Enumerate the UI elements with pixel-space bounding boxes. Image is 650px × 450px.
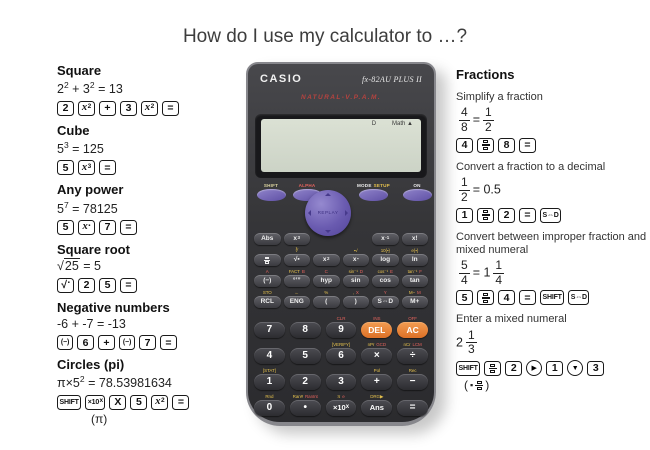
key-cell	[254, 248, 281, 266]
key-cap-SHIFT: SHIFT	[456, 361, 480, 376]
fraction-template-icon	[264, 257, 270, 264]
key-shift-labels: π e	[337, 394, 345, 399]
expression-text: =	[472, 112, 480, 127]
key-cap-=: =	[99, 160, 116, 175]
key-sequence	[57, 160, 245, 175]
key-shift-labels: sin⁻¹ D	[348, 269, 363, 274]
section-heading: Negative numbers	[57, 299, 170, 315]
section-heading: Circles (pi)	[57, 357, 125, 373]
key-note	[464, 378, 650, 392]
fraction-template-icon	[475, 381, 483, 391]
key-cap-x2: x 2	[78, 101, 95, 116]
key-cell	[326, 316, 357, 338]
expression	[456, 106, 650, 135]
right-instruction-column	[456, 60, 650, 394]
calc-key-1: 1	[254, 374, 285, 390]
key-cap-5: 5	[130, 395, 147, 410]
calc-key-7: 7	[254, 322, 285, 338]
calc-key-log: log	[372, 254, 399, 266]
key-shift-labels: Ran# RanInt	[292, 394, 318, 399]
key-shift-labels: FACT B	[288, 269, 305, 274]
calc-key-tan: tan	[402, 275, 429, 287]
key-sequence	[456, 208, 650, 223]
key-cap-=: =	[120, 220, 137, 235]
top-key-on	[400, 182, 434, 201]
key-sequence	[57, 278, 245, 293]
expression	[456, 176, 650, 205]
model-label: fx-82AU PLUS II	[361, 75, 422, 84]
expression-text: )	[485, 378, 490, 393]
left-instruction-column	[57, 56, 245, 428]
deg-indicator: D	[371, 121, 377, 127]
section-label: Simplify a fraction	[456, 90, 543, 103]
sqrt-key: √ ▪	[57, 278, 74, 293]
key-cell	[402, 227, 429, 245]
function-key-grid	[254, 227, 428, 308]
fraction-template-icon	[482, 293, 490, 303]
key-cell	[290, 342, 321, 364]
calc-key-x!: x!	[402, 233, 429, 245]
key-cell	[290, 394, 321, 416]
key-cell	[290, 368, 321, 390]
calculator-header	[260, 73, 422, 85]
key-cap-x▪: x ▪	[78, 220, 95, 235]
display-bezel	[255, 114, 427, 178]
natural-vpam-label: NATURAL-V.P.A.M.	[300, 94, 382, 101]
key-cap-(−): (−)	[119, 335, 135, 350]
key-cap-7: 7	[139, 335, 156, 350]
key-shift-labels: cos⁻¹ E	[377, 269, 393, 274]
calc-key-frac	[254, 254, 281, 266]
key-cap-1: 1	[456, 208, 473, 223]
key-note	[91, 412, 245, 426]
key-shift-labels: , X	[352, 290, 359, 295]
key-cell	[254, 368, 285, 390]
fraction-key	[484, 361, 501, 376]
top-key-shift	[254, 182, 288, 201]
key-cell	[372, 248, 399, 266]
key-cap-4: 4	[498, 290, 515, 305]
key-shift-labels: nPr GCD	[367, 342, 386, 347]
calc-key-•: •	[290, 400, 321, 416]
key-cell	[290, 316, 321, 338]
number-key-grid	[254, 316, 428, 416]
calc-key-9: 9	[326, 322, 357, 338]
key-shift-labels: ←	[294, 290, 299, 295]
calc-key-ENG: ENG	[284, 296, 311, 308]
purple-oval-key	[359, 189, 388, 201]
key-cap-=: =	[519, 208, 536, 223]
key-shift-labels: ▪√	[353, 248, 358, 253]
key-shift-labels: [STAT]	[263, 368, 276, 373]
fraction-display: $\frac{5}{4}$	[461, 257, 468, 287]
key-cell	[343, 290, 370, 308]
key-sequence	[57, 101, 245, 116]
key-shift-labels: CLR	[336, 316, 346, 321]
expression-text: = 1	[472, 265, 491, 280]
key-cap-2: 2	[505, 361, 522, 376]
key-cap-=: =	[172, 395, 189, 410]
key-cap-SHIFT: SHIFT	[57, 395, 81, 410]
fraction-template-icon	[482, 140, 490, 150]
key-cap-×10x: ×10 x	[85, 395, 105, 410]
lcd-screen	[261, 119, 421, 172]
top-key-mode-setup	[356, 182, 390, 201]
fraction-template-icon	[489, 364, 497, 374]
key-shift-labels: Pol	[373, 368, 380, 373]
key-cap-4: 4	[456, 138, 473, 153]
purple-oval-key	[257, 189, 286, 201]
key-cap-5: 5	[456, 290, 473, 305]
calc-key-4: 4	[254, 348, 285, 364]
key-cell	[397, 342, 428, 364]
key-cap-+: +	[98, 335, 115, 350]
calc-key-AC: AC	[397, 322, 428, 338]
key-cap-3: 3	[587, 361, 604, 376]
key-cap-=: =	[162, 101, 179, 116]
calc-key-DEL: DEL	[361, 322, 392, 338]
key-shift-labels: A	[265, 269, 269, 274]
expression-text: = 0.5	[472, 182, 501, 197]
key-cell	[372, 290, 399, 308]
key-cell	[254, 394, 285, 416]
key-cap-5: 5	[99, 278, 116, 293]
purple-oval-key	[403, 189, 432, 201]
top-key-label: MODE SETUP	[357, 183, 390, 188]
key-cap-5: 5	[57, 220, 74, 235]
calc-key-=: =	[397, 400, 428, 416]
expression-text: 2	[456, 335, 463, 350]
key-cap-X: X	[109, 395, 126, 410]
key-cap-S⇔D: S⇔D	[540, 208, 561, 223]
calc-key-°’”: °’”	[284, 275, 311, 287]
key-cap-+: +	[99, 101, 116, 116]
key-cell	[397, 368, 428, 390]
key-cell	[397, 316, 428, 338]
expression	[456, 329, 650, 358]
fraction-template-icon	[482, 210, 490, 220]
calc-key-sin: sin	[343, 275, 370, 287]
replay-up-arrow-icon	[325, 193, 331, 196]
expression-text: -6 + -7 = -13	[57, 316, 126, 331]
key-shift-labels: C	[324, 269, 328, 274]
expression-text: $5^7 = 78125$	[57, 199, 118, 216]
key-cap-SHIFT: SHIFT	[540, 290, 564, 305]
key-cell	[343, 269, 370, 287]
calc-key-Abs: Abs	[254, 233, 281, 245]
fraction-display: $\frac{1}{2}$	[461, 174, 468, 204]
key-cap-6: 6	[77, 335, 94, 350]
key-cell	[284, 227, 311, 245]
calc-key-−: −	[397, 374, 428, 390]
math-mode-indicator: Math ▲	[392, 121, 413, 127]
expression	[57, 317, 245, 333]
key-cell	[254, 269, 281, 287]
key-shift-labels: STO	[262, 290, 272, 295]
key-cap-S⇔D: S⇔D	[568, 290, 589, 305]
key-shift-labels: [VERIFY]	[332, 342, 350, 347]
key-cap-=: =	[160, 335, 177, 350]
key-cap-x2: x 2	[141, 101, 158, 116]
fraction-display: $\frac{1}{3}$	[467, 327, 475, 357]
key-shift-labels: ∛	[295, 248, 299, 253]
key-cell	[326, 342, 357, 364]
key-cap-2: 2	[57, 101, 74, 116]
key-shift-labels: Rnd	[265, 394, 274, 399]
key-cell	[372, 227, 399, 245]
section-heading: Square	[57, 63, 102, 78]
key-cell	[326, 394, 357, 416]
key-cell	[397, 394, 428, 416]
section-label: Convert between improper fraction and mixed numeral	[456, 230, 647, 256]
key-cell	[402, 290, 429, 308]
fraction-key	[477, 208, 494, 223]
calc-key-8: 8	[290, 322, 321, 338]
key-shift-labels: Rec	[408, 368, 417, 373]
section-label: Convert a fraction to a decimal	[456, 160, 606, 173]
key-shift-labels: Y	[383, 290, 387, 295]
key-cell	[372, 269, 399, 287]
key-cap-x2: x 2	[151, 395, 168, 410]
calc-key-5: 5	[290, 348, 321, 364]
calc-key-3: 3	[326, 374, 357, 390]
key-sequence	[456, 138, 650, 153]
key-cap-x3: x 3	[78, 160, 95, 175]
expression	[57, 80, 245, 98]
key-cap-7: 7	[99, 220, 116, 235]
key-shift-labels: e{▪}	[411, 248, 419, 253]
calc-key-hyp: hyp	[313, 275, 340, 287]
key-shift-labels: nCr LCM	[403, 342, 422, 347]
calc-key-0: 0	[254, 400, 285, 416]
calc-key-(: (	[313, 296, 340, 308]
calc-key-×: ×	[361, 348, 392, 364]
calc-key-Ans: Ans	[361, 400, 392, 416]
key-cell	[361, 316, 392, 338]
calc-key-2: 2	[290, 374, 321, 390]
expression-text: $2^2 + 3^2 = 13$	[57, 79, 123, 97]
key-cell	[402, 248, 429, 266]
calc-key-√▪: √▪	[284, 254, 311, 266]
calc-key-x▪: x ▪	[343, 254, 370, 266]
replay-label: REPLAY	[317, 210, 339, 215]
calc-key-M+: M+	[402, 296, 429, 308]
calc-key-÷: ÷	[397, 348, 428, 364]
calc-key-cos: cos	[372, 275, 399, 287]
key-cell	[343, 227, 370, 245]
fraction-display: $\frac{4}{8}$	[461, 105, 468, 134]
key-shift-labels: tan⁻¹ F	[407, 269, 422, 274]
key-cell	[361, 394, 392, 416]
key-shift-labels: OFF	[408, 316, 417, 321]
expression	[57, 374, 245, 392]
sqrt-expression: √25	[57, 259, 79, 274]
calc-key-S⇔D: S⇔D	[372, 296, 399, 308]
expression-text: $\pi\times 5^2 = 78.53981634$	[57, 374, 172, 391]
key-cell	[402, 269, 429, 287]
page-title: How do I use my calculator to …?	[182, 26, 468, 47]
key-cell	[343, 248, 370, 266]
key-cell	[284, 248, 311, 266]
top-key-label: ALPHA	[298, 183, 316, 188]
key-cap-(−): (−)	[57, 335, 73, 350]
key-cap-1: 1	[546, 361, 563, 376]
display-indicators	[372, 121, 413, 127]
key-cell	[254, 316, 285, 338]
down-arrow-key: ▼	[567, 360, 583, 376]
replay-pad	[305, 190, 351, 236]
key-cell	[254, 342, 285, 364]
fraction-display: $\frac{1}{4}$	[495, 257, 503, 287]
key-shift-labels: %	[324, 290, 329, 295]
section-heading: Any power	[57, 182, 124, 198]
key-cap-=: =	[120, 278, 137, 293]
fractions-heading: Fractions	[456, 67, 515, 82]
top-key-label: ON	[413, 183, 421, 188]
key-cell	[313, 290, 340, 308]
key-cap-2: 2	[498, 208, 515, 223]
calc-key-x3: x 3	[284, 233, 311, 245]
expression-text: $5^3 = 125$	[57, 139, 104, 156]
key-cell	[254, 227, 281, 245]
expression-text: (π)	[91, 412, 108, 426]
calculator-image	[246, 62, 436, 426]
expression	[57, 140, 245, 158]
key-cell	[326, 368, 357, 390]
key-cap-8: 8	[498, 138, 515, 153]
key-sequence	[57, 395, 245, 410]
key-cap-=: =	[519, 138, 536, 153]
calc-key-RCL: RCL	[254, 296, 281, 308]
calc-key-(−): (−)	[254, 275, 281, 287]
calc-key-×10x: ×10 x	[326, 400, 357, 416]
key-cell	[254, 290, 281, 308]
key-sequence	[57, 220, 245, 235]
replay-down-arrow-icon	[325, 230, 331, 233]
key-cell	[361, 342, 392, 364]
key-cap-=: =	[519, 290, 536, 305]
key-shift-labels: INS	[373, 316, 381, 321]
expression-text: (	[464, 378, 468, 393]
calc-key-): )	[343, 296, 370, 308]
key-sequence	[456, 360, 650, 376]
key-cell	[361, 368, 392, 390]
right-arrow-key: ▶	[526, 360, 542, 376]
key-cell	[313, 248, 340, 266]
key-sequence	[57, 335, 245, 350]
top-key-label: SHIFT	[263, 183, 279, 188]
expression-text: = 5	[79, 259, 101, 274]
key-cap-3: 3	[120, 101, 137, 116]
section-heading: Cube	[57, 122, 90, 138]
fraction-key	[477, 138, 494, 153]
key-shift-labels: 10{▪}	[380, 248, 390, 253]
key-shift-labels: DRG▶	[370, 394, 384, 399]
key-cell	[284, 269, 311, 287]
key-cap-5: 5	[57, 160, 74, 175]
calc-key-x2: x 2	[313, 254, 340, 266]
key-sequence	[456, 290, 650, 305]
key-shift-labels: M− M	[408, 290, 421, 295]
key-cell	[284, 290, 311, 308]
calc-key-x-1: x -1	[372, 233, 399, 245]
calc-key-+: +	[361, 374, 392, 390]
fraction-key	[477, 290, 494, 305]
casio-logo: CASIO	[260, 73, 303, 85]
calc-key-6: 6	[326, 348, 357, 364]
expression	[456, 259, 650, 288]
section-heading: Square root	[57, 242, 130, 258]
fractions-sections	[456, 91, 650, 392]
expression	[57, 259, 245, 275]
calc-key-ln: ln	[402, 254, 429, 266]
filled-square-icon: ▪	[470, 380, 474, 391]
expression	[57, 199, 245, 217]
key-cap-2: 2	[78, 278, 95, 293]
fraction-display: $\frac{1}{2}$	[485, 105, 492, 134]
key-cell	[313, 269, 340, 287]
section-label: Enter a mixed numeral	[456, 313, 567, 326]
